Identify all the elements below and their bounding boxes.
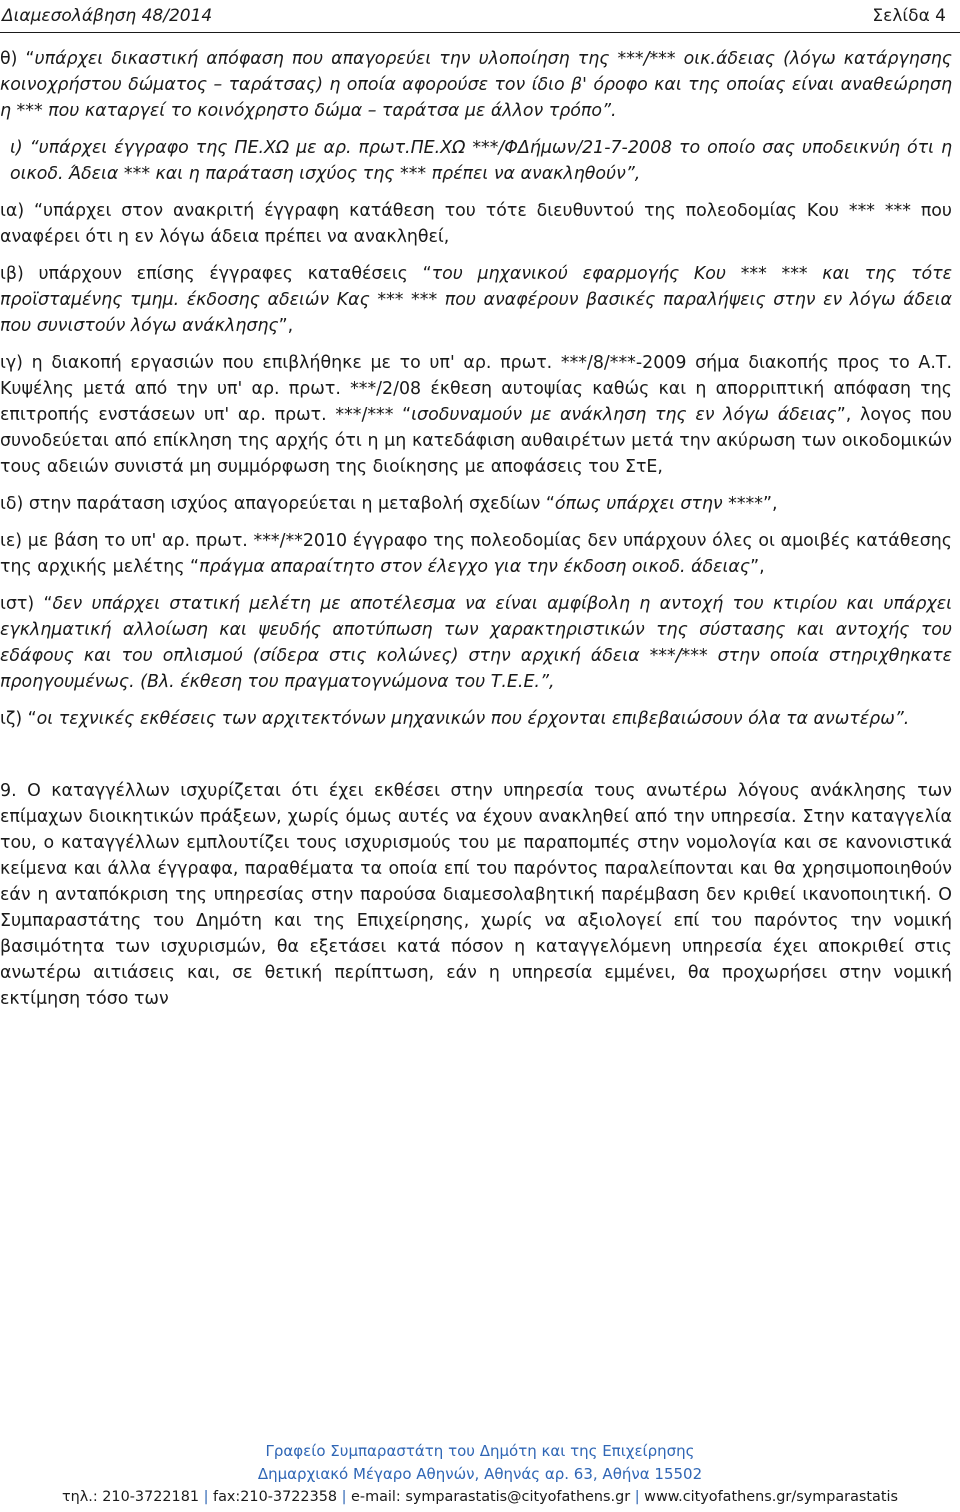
item-ig-quote: ισοδυναμούν με ανάκληση της εν λόγω άδειας (411, 405, 837, 425)
item-ist (0, 591, 952, 695)
item-ig-text: ιγ) η διακοπή εργασιών που επιβλήθηκε με το υπ' αρ. πρωτ. ***/8/***-2009 σήμα διακοπής προς το Α.Τ. Κυψέλης μετά από την υπ' αρ. πρωτ. ***/2/08 έκθεση αυτοψίας καθώς και η απορριπτική απόφαση της επιτροπής ενστάσεων υπ' αρ. πρωτ. ***/*** “ (0, 353, 952, 425)
footer-contacts (0, 1486, 960, 1509)
document-reference: Διαμεσολάβηση 48/2014 (2, 6, 213, 26)
item-id (0, 491, 952, 517)
item-theta (0, 46, 952, 124)
paragraph-9: 9. Ο καταγγέλλων ισχυρίζεται ότι έχει εκθέσει στην υπηρεσία τους ανωτέρω λόγους ανάκλησης των επίμαχων διοικητικών πράξεων, χωρίς όμως αυτές να έχουν ανακληθεί από την υπηρεσία. Στην καταγγελία του, ο καταγγέλλων εμπλουτίζει τους ισχυρισμούς του με παραπομπές στην νομολογία και σε κανονιστικά κείμενα και άλλα έγγραφα, παραθέματα τα οποία επί του παρόντος παραλείπονται και θα χρησιμοποιηθούν εάν η ανταπόκριση της υπηρεσίας στην παρούσα διαμεσολαβητική παρέμβαση δεν κριθεί ικανοποιητική. Ο Συμπαραστάτης του Δημότη και της Επιχείρησης, χωρίς να αξιολογεί επί του παρόντος την νομική βασιμότητα των ισχυρισμών, θα εξετάσει κατά πόσον η καταγγελόμενη υπηρεσία έχει αποκριθεί στις ανωτέρω αιτιάσεις και, σε θετική περίπτωση, εάν η υπηρεσία εμμένει, θα προχωρήσει στην νομική εκτίμηση τόσο των (0, 781, 952, 1009)
footer-website[interactable]: www.cityofathens.gr/symparastatis (644, 1489, 899, 1505)
item-ig-end: ”, λογος που συνοδεύεται από επίκληση της αρχής ότι η μη κατεδάφιση αυθαιρέτων μετά την ακύρωση των οικοδομικών τους αδειών συνιστά μη συμμόρφωση της διοίκησης με αποφάσεις του ΣτΕ, (0, 405, 952, 477)
item-ist-quote: δεν υπάρχει στατική μελέτη με αποτέλεσμα να είναι αμφίβολη η αντοχή του κτιρίου και υπάρχει εγκληματική αλλοίωση και ψευδής αποτύπωση των χαρακτηριστικών της σύστασης και αντοχής του εδάφους και του οπλισμού (σίδερα στις κολώνες) στην αρχική άδεια ***/*** στην οποία στηριχθηκατε προηγουμένως. (Βλ. έκθεση του πραγματογνώμονα του Τ.Ε.Ε. (0, 594, 952, 692)
footer-fax: fax:210-3722358 (213, 1489, 338, 1505)
item-iz-text: ιζ) “ (0, 709, 37, 729)
item-iz-end: ”. (894, 709, 910, 729)
item-ie-end: ”, (750, 557, 765, 577)
item-ib-quote: του μηχανικού εφαρμογής Κου *** *** και της τότε προϊσταμένης τμημ. έκδοσης αδειών Κας *** *** που αναφέρουν βασικές παραλήψεις στην εν λόγω άδεια που συνιστούν λόγω ανάκλησης (0, 264, 952, 336)
item-ib-text: ιβ) υπάρχουν επίσης έγγραφες καταθέσεις “ (0, 264, 432, 284)
item-iz (0, 706, 952, 732)
footer-separator: | (199, 1489, 214, 1505)
item-theta-label: θ) “ (0, 49, 35, 69)
item-id-end: ”, (762, 494, 778, 514)
item-ist-text: ιστ) “ (0, 594, 53, 614)
footer-phone: τηλ.: 210-3722181 (61, 1489, 200, 1505)
page-footer (0, 1440, 960, 1509)
item-theta-quote: υπάρχει δικαστική απόφαση που απαγορεύει την υλοποίηση της ***/*** οικ.άδειας (λόγω κατάργησης κοινοχρήστου δώματος – ταράτσας) η οποία αφορούσε τον ίδιο β' όροφο και της οποίας είναι αναθεώρηση η *** που καταργεί το κοινόχρηστο δώμα – ταράτσα με άλλον τρόπο (0, 49, 952, 121)
item-iota: ι) “υπάρχει έγγραφο της ΠΕ.ΧΩ με αρ. πρωτ.ΠΕ.ΧΩ ***/ΦΔήμων/21-7-2008 το οποίο σας υποδεικνύη ότι η οικοδ. Άδεια *** και η παράταση ισχύος της *** πρέπει να ανακληθούν”, (10, 138, 952, 184)
footer-office-name: Γραφείο Συμπαραστάτη του Δημότη και της Επιχείρησης (265, 1442, 695, 1460)
item-ia: ια) “υπάρχει στον ανακριτή έγγραφη κατάθεση του τότε διευθυντού της πολεοδομίας Κου *** *** που αναφέρει ότι η εν λόγω άδεια πρέπει να ανακληθεί, (0, 201, 952, 247)
item-ie (0, 528, 952, 580)
page-number: Σελίδα 4 (872, 6, 946, 26)
item-theta-end: ”. (602, 101, 617, 121)
item-ib-end: ”, (278, 316, 294, 336)
item-iz-quote: οι τεχνικές εκθέσεις των αρχιτεκτόνων μηχανικών που έρχονται επιβεβαιώσουν όλα τα ανωτέρω (36, 709, 895, 729)
item-ie-text: ιε) με βάση το υπ' αρ. πρωτ. ***/**2010 έγγραφο της πολεοδομίας δεν υπάρχουν όλες οι αμοιβές κατάθεσης της αρχικής μελέτης “ (0, 531, 952, 577)
footer-address: Δημαρχιακό Μέγαρο Αθηνών, Αθηνάς αρ. 63, Αθήνα 15502 (257, 1465, 703, 1483)
footer-separator: | (630, 1489, 645, 1505)
item-ist-end: ”, (539, 672, 555, 692)
footer-separator: | (337, 1489, 352, 1505)
item-id-text: ιδ) στην παράταση ισχύος απαγορεύεται η μεταβολή σχεδίων “ (0, 494, 555, 514)
document-body (0, 46, 952, 1012)
page-header (0, 6, 960, 33)
item-ib (0, 261, 952, 339)
item-ie-quote: πράγμα απαραίτητο στον έλεγχο για την έκδοση οικοδ. άδειας (199, 557, 751, 577)
item-ig (0, 350, 952, 480)
item-id-quote: όπως υπάρχει στην **** (554, 494, 763, 514)
footer-email[interactable]: e-mail: symparastatis@cityofathens.gr (351, 1489, 631, 1505)
